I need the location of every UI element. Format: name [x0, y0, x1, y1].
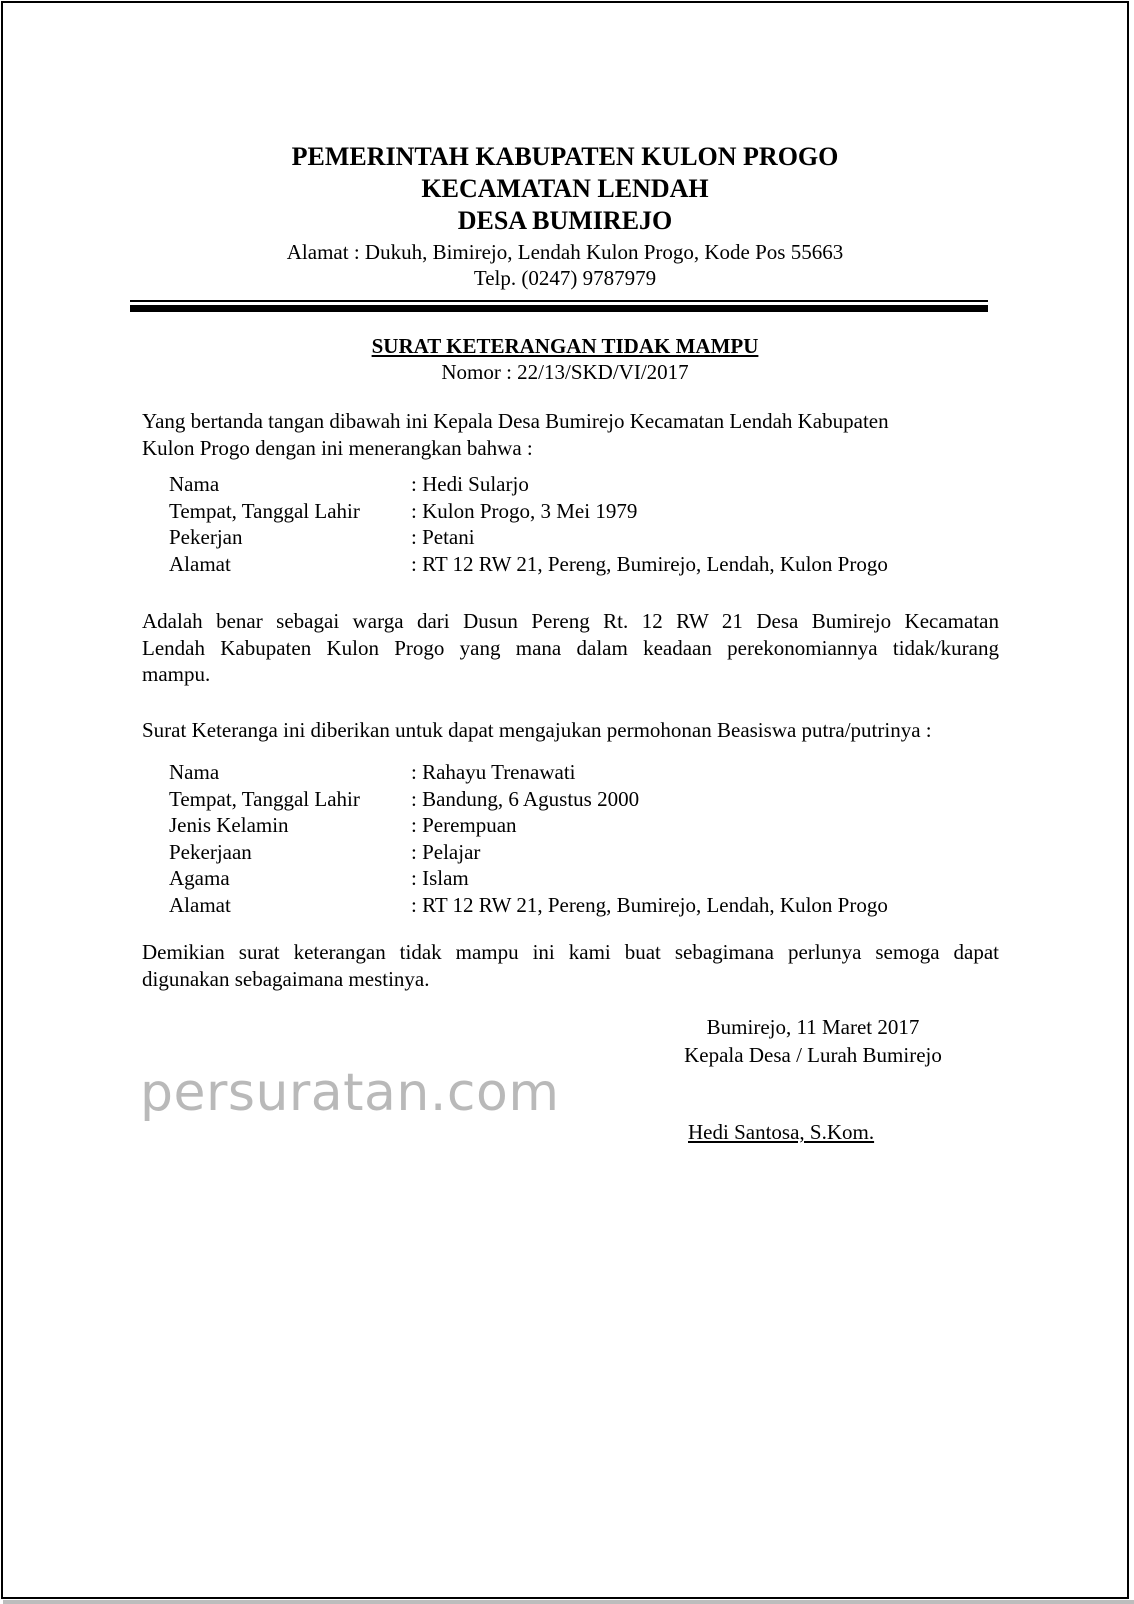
closing-paragraph: Demikian surat keterangan tidak mampu ini kami buat sebagimana perlunya semoga dapat digunakan sebagaimana mestinya. — [142, 940, 999, 991]
detail-row: Pekerjan : Petani — [169, 525, 475, 549]
statement-paragraph: Adalah benar sebagai warga dari Dusun Pereng Rt. 12 RW 21 Desa Bumirejo Kecamatan Lendah Kabupaten Kulon Progo yang mana dalam keadaan perekonomiannya tidak/kurang mampu. — [142, 609, 999, 686]
letterhead-district: KECAMATAN LENDAH — [421, 174, 709, 203]
letterhead-address: Alamat : Dukuh, Bimirejo, Lendah Kulon Progo, Kode Pos 55663 — [286, 240, 844, 264]
child-details — [169, 759, 888, 918]
signature-place-date: Bumirejo, 11 Maret 2017 — [706, 1015, 920, 1039]
letter-page — [1, 1, 1129, 1599]
page-shadow — [3, 1600, 1134, 1604]
signature-position: Kepala Desa / Lurah Bumirejo — [684, 1043, 942, 1067]
parent-details — [169, 471, 888, 577]
detail-row: Agama : Islam — [169, 866, 469, 890]
letterhead-village: DESA BUMIREJO — [457, 206, 673, 235]
signature-block — [673, 1013, 973, 1069]
intro-paragraph: Yang bertanda tangan dibawah ini Kepala Desa Bumirejo Kecamatan Lendah Kabupaten Kulon Progo dengan ini menerangkan bahwa : — [142, 409, 889, 460]
detail-row: Alamat : RT 12 RW 21, Pereng, Bumirejo, Lendah, Kulon Progo — [169, 551, 888, 576]
detail-row: Nama : Hedi Sularjo — [169, 472, 529, 496]
detail-row: Alamat : RT 12 RW 21, Pereng, Bumirejo, Lendah, Kulon Progo — [169, 892, 888, 917]
detail-row: Pekerjaan : Pelajar — [169, 839, 481, 864]
purpose-paragraph: Surat Keteranga ini diberikan untuk dapat mengajukan permohonan Beasiswa putra/putrinya : — [142, 718, 932, 742]
letter-title: SURAT KETERANGAN TIDAK MAMPU — [371, 334, 759, 358]
letterhead-phone: Telp. (0247) 9787979 — [473, 266, 657, 290]
detail-row: Tempat, Tanggal Lahir : Bandung, 6 Agustus 2000 — [169, 786, 640, 811]
letterhead-government: PEMERINTAH KABUPATEN KULON PROGO — [291, 142, 839, 171]
detail-row: Tempat, Tanggal Lahir : Kulon Progo, 3 Mei 1979 — [169, 498, 638, 523]
detail-row: Nama : Rahayu Trenawati — [169, 760, 576, 784]
detail-row: Jenis Kelamin : Perempuan — [169, 813, 517, 837]
letterhead-divider-thick — [130, 305, 988, 312]
letterhead-divider-thin — [130, 300, 988, 302]
letter-number: Nomor : 22/13/SKD/VI/2017 — [441, 360, 689, 384]
signer-name: Hedi Santosa, S.Kom. — [688, 1120, 875, 1144]
watermark: persuratan.com — [140, 1063, 560, 1123]
